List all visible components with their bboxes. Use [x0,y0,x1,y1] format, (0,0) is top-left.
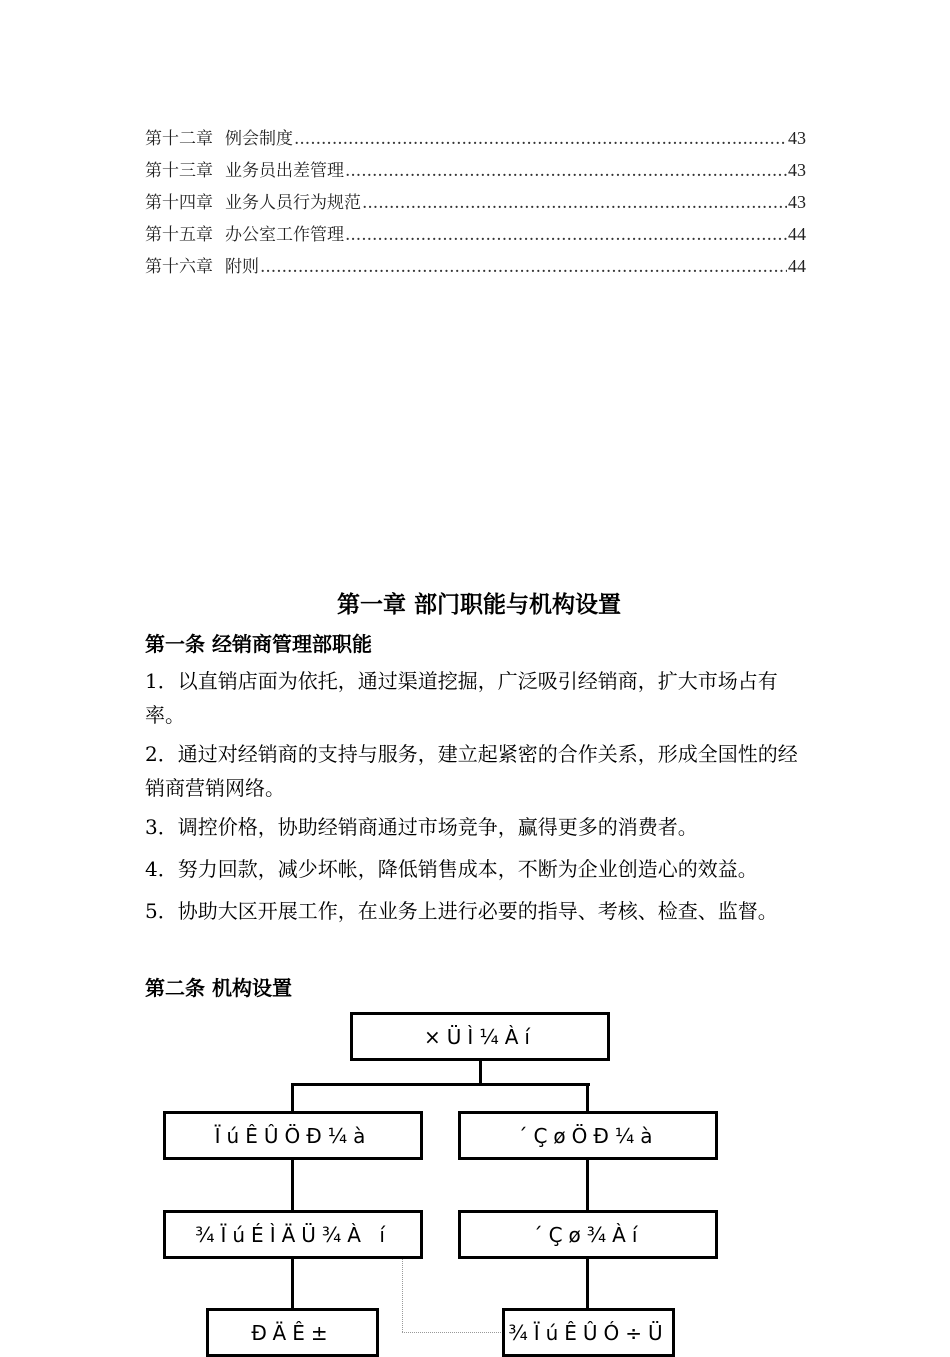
article-1-title: 第一条 经销商管理部职能 [145,632,372,656]
org-box-left-level3: ÐÄÊ± [206,1308,379,1357]
org-box-right-level2: ´Çø¾Àí [458,1210,718,1259]
connector-line [291,1157,294,1213]
connector-line [291,1083,590,1086]
toc-leader-dots [260,257,787,277]
toc-chapter-title: 附则 [225,257,259,277]
connector-line [586,1083,589,1113]
toc-chapter-number: 第十三章 [145,161,213,181]
toc-page-number: 43 [788,160,806,180]
connector-line [586,1157,589,1213]
toc-chapter-title: 业务员出差管理 [225,161,344,181]
toc-page-number: 44 [788,256,806,276]
article-1-item: 3．调控价格，协助经销商通过市场竞争，赢得更多的消费者。 [145,815,698,839]
connector-line [479,1058,482,1086]
toc-chapter-title: 例会制度 [225,129,293,149]
article-1-item: 5．协助大区开展工作，在业务上进行必要的指导、考核、检查、监督。 [145,899,778,923]
article-1-item: 1．以直销店面为依托，通过渠道挖掘，广泛吸引经销商，扩大市场占有率。 [145,669,778,727]
toc-entry[interactable] [145,188,806,220]
toc-leader-dots [362,193,787,213]
dotted-connector [402,1332,503,1333]
org-box-left-level1: ÏúÊÛÖÐ¼à [163,1111,423,1160]
toc-page-number: 44 [788,224,806,244]
toc-leader-dots [294,129,787,149]
toc-page-number: 43 [788,192,806,212]
org-box-right-level1: ´ÇøÖÐ¼à [458,1111,718,1160]
chapter-heading: 第一章 部门职能与机构设置 [336,591,621,618]
table-of-contents [145,124,806,284]
toc-chapter-number: 第十二章 [145,129,213,149]
toc-page-number: 43 [788,128,806,148]
org-box-top: ×ÜÌ¼Àí [350,1012,610,1061]
connector-line [586,1256,589,1311]
dotted-connector [402,1258,403,1332]
org-box-right-level3: ¾ÏúÊÛÓ÷Ü [502,1308,675,1357]
org-box-left-level2: ¾ÏúÉÌÄÜ¾À í [163,1210,423,1259]
toc-leader-dots [345,161,787,181]
toc-chapter-number: 第十四章 [145,193,213,213]
toc-chapter-title: 办公室工作管理 [225,225,344,245]
article-2-title: 第二条 机构设置 [145,976,292,1000]
connector-line [291,1256,294,1311]
toc-chapter-number: 第十六章 [145,257,213,277]
article-1-item: 2．通过对经销商的支持与服务，建立起紧密的合作关系，形成全国性的经销商营销网络。 [145,742,798,800]
toc-chapter-title: 业务人员行为规范 [225,193,361,213]
article-1-item: 4．努力回款，减少坏帐，降低销售成本，不断为企业创造心的效益。 [145,857,758,881]
toc-entry[interactable] [145,156,806,188]
toc-entry[interactable] [145,252,806,284]
toc-chapter-number: 第十五章 [145,225,213,245]
toc-entry[interactable] [145,124,806,156]
toc-leader-dots [345,225,787,245]
toc-entry[interactable] [145,220,806,252]
connector-line [291,1083,294,1113]
